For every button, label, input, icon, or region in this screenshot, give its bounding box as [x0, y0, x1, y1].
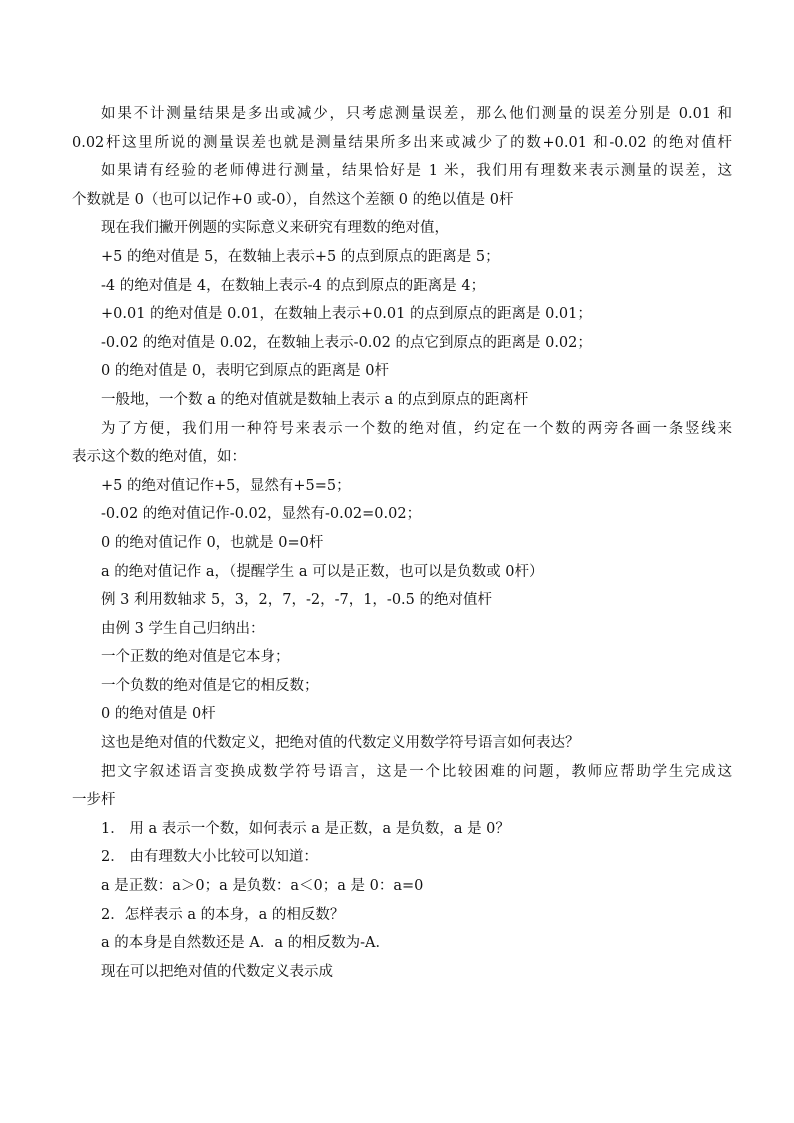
text-line: 一般地，一个数 a 的绝对值就是数轴上表示 a 的点到原点的距离杆 — [101, 391, 529, 408]
text-line: 0 的绝对值记作 0，也就是 0=0杆 — [101, 534, 324, 551]
text-line: -0.02 的绝对值是 0.02，在数轴上表示-0.02 的点它到原点的距离是 0.02； — [101, 334, 592, 351]
text-line: a 的绝对值记作 a，（提醒学生 a 可以是正数，也可以是负数或 0杆） — [101, 563, 544, 580]
text-line: 把文字叙述语言变换成数学符号语言，这是一个比较困难的问题，教师应帮助学生完成这 — [101, 763, 732, 780]
text-line: 0 的绝对值是 0，表明它到原点的距离是 0杆 — [101, 363, 390, 380]
text-line: 0 的绝对值是 0杆 — [101, 706, 216, 723]
text-line: 2． 由有理数大小比较可以知道： — [101, 849, 318, 866]
text-line: 一步杆 — [72, 792, 116, 809]
text-line: -4 的绝对值是 4，在数轴上表示-4 的点到原点的距离是 4； — [101, 277, 486, 294]
text-line: 0.02杆这里所说的测量误差也就是测量结果所多出来或减少了的数+0.01 和-0.02 的绝对值杆 — [72, 134, 732, 151]
text-line: 2．怎样表示 a 的本身，a 的相反数？ — [101, 906, 345, 923]
text-line: a 是正数：a＞0；a 是负数：a＜0；a 是 0：a=0 — [101, 878, 424, 895]
text-line: +5 的绝对值记作+5，显然有+5=5； — [101, 477, 351, 494]
text-line: 例 3 利用数轴求 5，3，2，7，-2，-7，1，-0.5 的绝对值杆 — [101, 592, 492, 609]
text-line: a 的本身是自然数还是 A．a 的相反数为-A． — [101, 935, 390, 952]
text-line: 这也是绝对值的代数定义，把绝对值的代数定义用数学符号语言如何表达？ — [101, 735, 580, 752]
text-line: 一个负数的绝对值是它的相反数； — [101, 677, 319, 694]
text-line: -0.02 的绝对值记作-0.02，显然有-0.02=0.02； — [101, 506, 422, 523]
text-line: 为了方便，我们用一种符号来表示一个数的绝对值，约定在一个数的两旁各画一条竖线来 — [101, 420, 732, 437]
text-line: 一个正数的绝对值是它本身； — [101, 649, 290, 666]
text-line: +0.01 的绝对值是 0.01，在数轴上表示+0.01 的点到原点的距离是 0.01； — [101, 306, 592, 323]
text-line: 如果不计测量结果是多出或减少，只考虑测量误差，那么他们测量的误差分别是 0.01 和 — [101, 106, 732, 122]
text-line: 现在我们撇开例题的实际意义来研究有理数的绝对值， — [101, 220, 449, 237]
text-line: 由例 3 学生自己归纳出： — [101, 620, 265, 637]
document-body — [72, 100, 732, 986]
text-line: +5 的绝对值是 5，在数轴上表示+5 的点到原点的距离是 5； — [101, 248, 500, 265]
text-line: 1． 用 a 表示一个数，如何表示 a 是正数，a 是负数，a 是 0？ — [101, 820, 510, 837]
text-line: 表示这个数的绝对值，如： — [72, 449, 246, 466]
text-line: 如果请有经验的老师傅进行测量，结果恰好是 1 米，我们用有理数来表示测量的误差，这 — [101, 163, 732, 180]
text-line: 个数就是 0（也可以记作+0 或-0），自然这个差额 0 的绝以值是 0杆 — [72, 191, 514, 208]
text-line: 现在可以把绝对值的代数定义表示成 — [101, 963, 333, 980]
